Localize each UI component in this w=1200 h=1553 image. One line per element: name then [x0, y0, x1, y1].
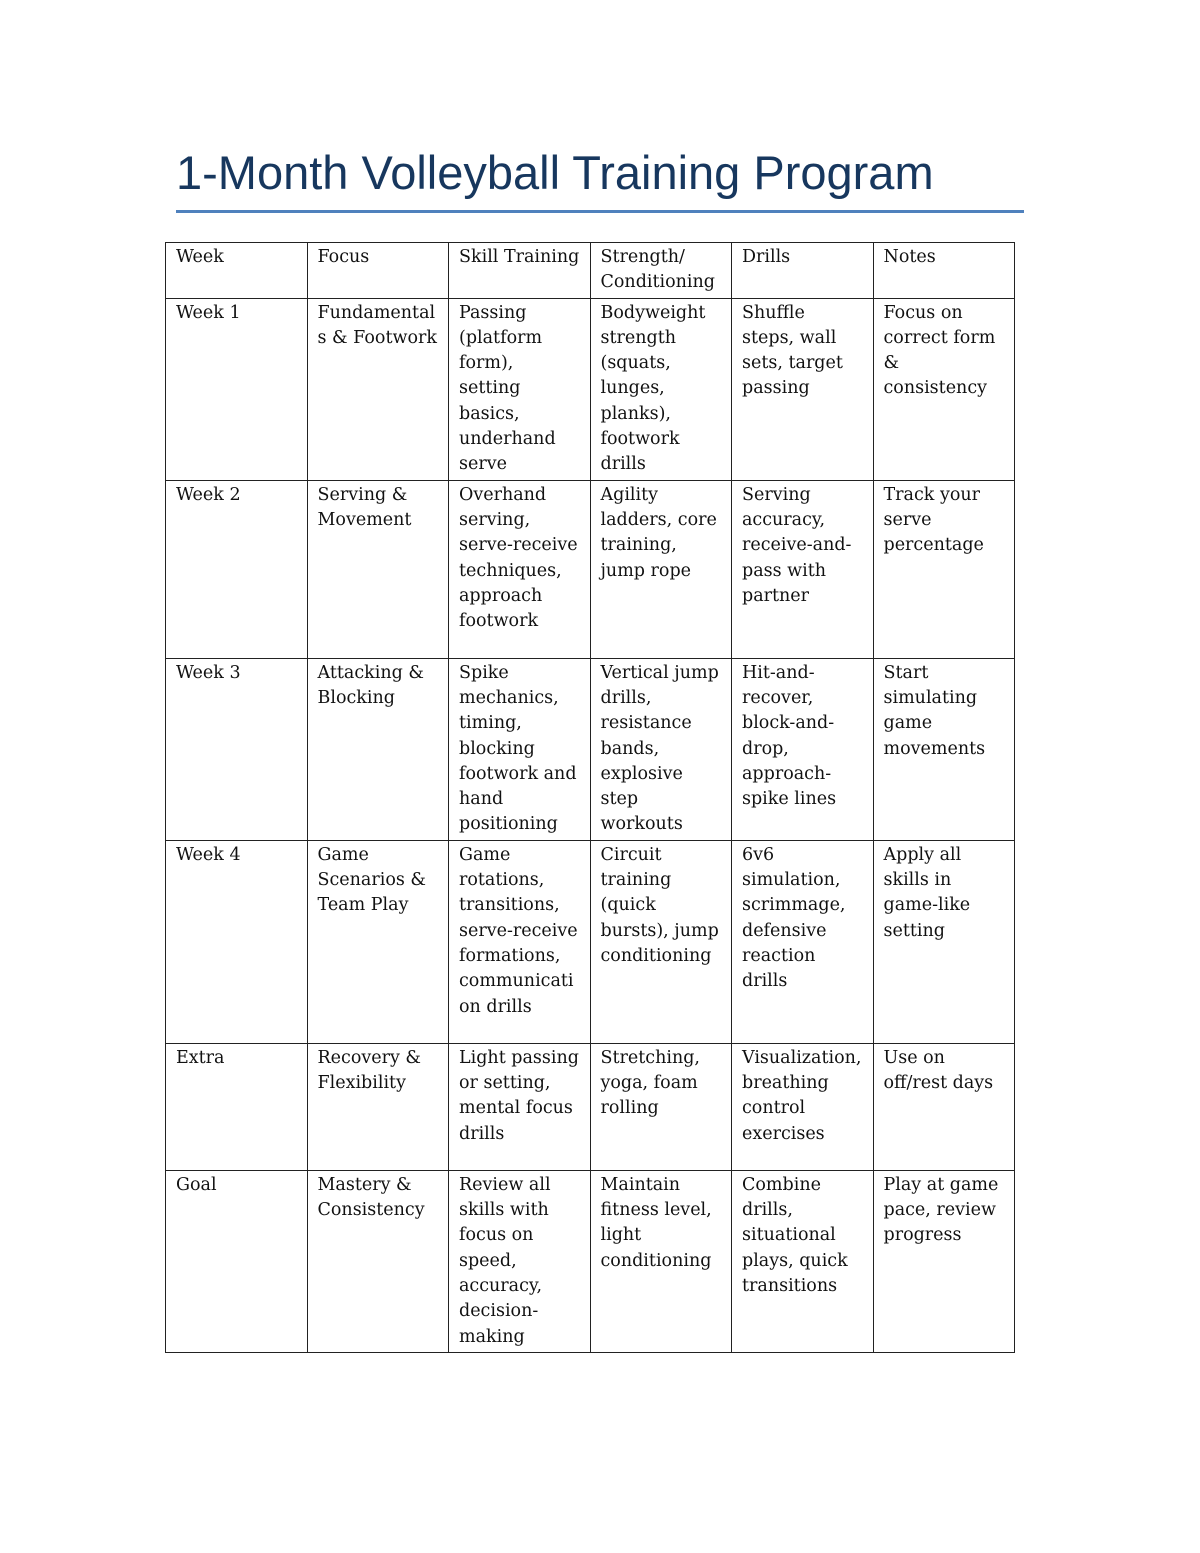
table-row	[166, 840, 1015, 1043]
row-notes: Apply all skills in game-like setting	[873, 840, 1015, 1043]
row-strength-conditioning: Agility ladders, core training, jump rope	[590, 480, 732, 658]
row-drills: Visualization, breathing control exercises	[732, 1043, 874, 1170]
row-skill-training: Review all skills with focus on speed, accuracy, decision-making	[449, 1170, 591, 1352]
table-row	[166, 658, 1015, 840]
document-title: 1-Month Volleyball Training Program	[176, 146, 934, 199]
row-focus: Recovery & Flexibility	[307, 1043, 449, 1170]
header-drills: Drills	[732, 243, 874, 299]
row-notes: Start simulating game movements	[873, 658, 1015, 840]
table-header-row	[166, 243, 1015, 299]
row-strength-conditioning: Bodyweight strength (squats, lunges, planks), footwork drills	[590, 298, 732, 480]
table-row	[166, 1170, 1015, 1352]
row-skill-training: Game rotations, transitions, serve-receive formations, communication drills	[449, 840, 591, 1043]
row-focus: Game Scenarios & Team Play	[307, 840, 449, 1043]
table-row	[166, 1043, 1015, 1170]
row-notes: Use on off/rest days	[873, 1043, 1015, 1170]
row-strength-conditioning: Circuit training (quick bursts), jump conditioning	[590, 840, 732, 1043]
row-notes: Track your serve percentage	[873, 480, 1015, 658]
title-underline	[176, 210, 1024, 213]
row-skill-training: Spike mechanics, timing, blocking footwork and hand positioning	[449, 658, 591, 840]
row-week-label: Extra	[166, 1043, 308, 1170]
row-drills: Shuffle steps, wall sets, target passing	[732, 298, 874, 480]
row-drills: 6v6 simulation, scrimmage, defensive reaction drills	[732, 840, 874, 1043]
row-week-label: Week 1	[166, 298, 308, 480]
training-program-table	[165, 242, 1015, 1353]
table-row	[166, 298, 1015, 480]
row-notes: Focus on correct form & consistency	[873, 298, 1015, 480]
header-week: Week	[166, 243, 308, 299]
row-focus: Fundamentals & Footwork	[307, 298, 449, 480]
row-focus: Attacking & Blocking	[307, 658, 449, 840]
header-skill-training: Skill Training	[449, 243, 591, 299]
row-week-label: Week 2	[166, 480, 308, 658]
row-week-label: Week 3	[166, 658, 308, 840]
table-row	[166, 480, 1015, 658]
row-drills: Combine drills, situational plays, quick transitions	[732, 1170, 874, 1352]
row-skill-training: Passing (platform form), setting basics, underhand serve	[449, 298, 591, 480]
row-focus: Mastery & Consistency	[307, 1170, 449, 1352]
row-drills: Serving accuracy, receive-and-pass with partner	[732, 480, 874, 658]
header-focus: Focus	[307, 243, 449, 299]
row-strength-conditioning: Maintain fitness level, light conditioning	[590, 1170, 732, 1352]
row-strength-conditioning: Stretching, yoga, foam rolling	[590, 1043, 732, 1170]
header-strength-conditioning: Strength/ Conditioning	[590, 243, 732, 299]
row-skill-training: Overhand serving, serve-receive techniques, approach footwork	[449, 480, 591, 658]
row-strength-conditioning: Vertical jump drills, resistance bands, explosive step workouts	[590, 658, 732, 840]
row-drills: Hit-and-recover, block-and-drop, approach-spike lines	[732, 658, 874, 840]
row-focus: Serving & Movement	[307, 480, 449, 658]
row-skill-training: Light passing or setting, mental focus drills	[449, 1043, 591, 1170]
row-week-label: Goal	[166, 1170, 308, 1352]
header-notes: Notes	[873, 243, 1015, 299]
row-week-label: Week 4	[166, 840, 308, 1043]
row-notes: Play at game pace, review progress	[873, 1170, 1015, 1352]
